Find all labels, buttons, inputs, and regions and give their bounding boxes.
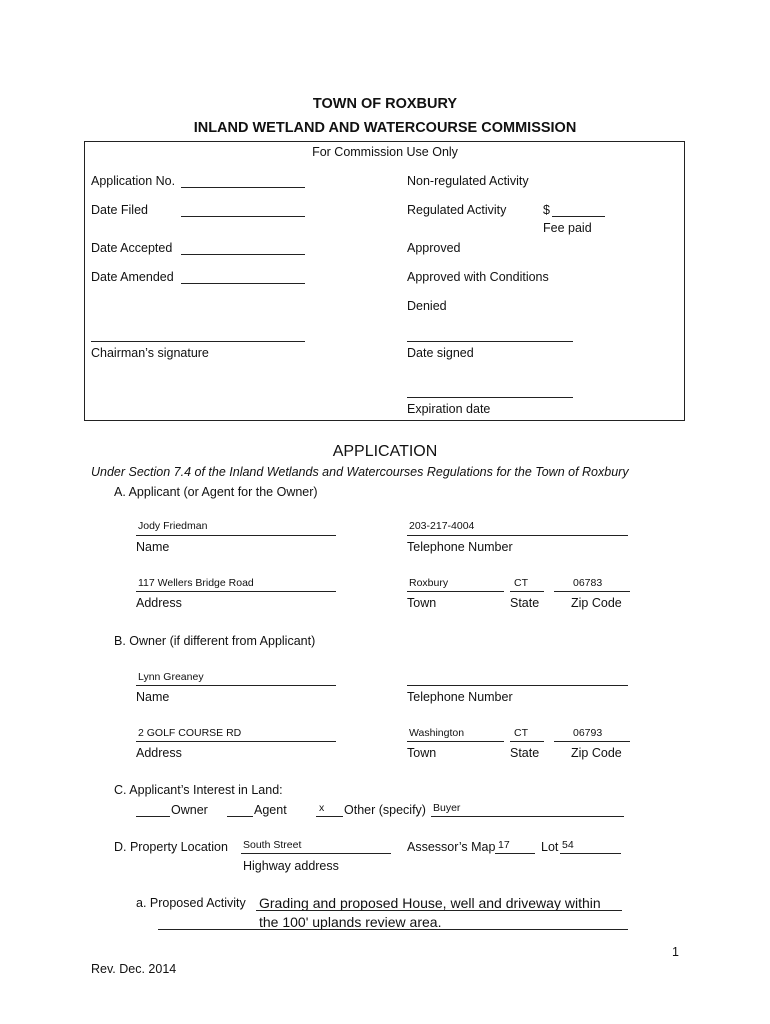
section-a-heading: A. Applicant (or Agent for the Owner) <box>114 485 318 499</box>
application-subtitle: Under Section 7.4 of the Inland Wetlands and Watercourses Regulations for the Town of Roxbury <box>91 465 629 479</box>
dollar-sign: $ <box>543 203 550 217</box>
application-no-line[interactable] <box>181 187 305 188</box>
applicant-telephone-label: Telephone Number <box>407 540 513 554</box>
commission-use-heading: For Commission Use Only <box>312 145 458 159</box>
property-street-value: South Street <box>243 839 302 851</box>
non-regulated-label: Non-regulated Activity <box>407 174 529 188</box>
applicant-zip-field[interactable] <box>554 591 630 592</box>
expiration-date-line[interactable] <box>407 397 573 398</box>
lot-label: Lot <box>541 840 559 854</box>
applicant-address-label: Address <box>136 596 182 610</box>
applicant-town-value: Roxbury <box>409 577 449 589</box>
revision-date: Rev. Dec. 2014 <box>91 962 177 976</box>
highway-address-label: Highway address <box>243 859 339 873</box>
other-interest-field[interactable] <box>316 816 343 817</box>
owner-name-label: Name <box>136 690 170 704</box>
approved-label: Approved <box>407 241 461 255</box>
applicant-telephone-value: 203-217-4004 <box>409 520 475 532</box>
owner-zip-value: 06793 <box>573 727 603 739</box>
date-signed-line[interactable] <box>407 341 573 342</box>
expiration-date-label: Expiration date <box>407 402 491 416</box>
other-specify-field[interactable] <box>431 816 624 817</box>
applicant-address-field[interactable] <box>136 591 336 592</box>
agent-interest-field[interactable] <box>227 816 253 817</box>
owner-name-value: Lynn Greaney <box>138 671 204 683</box>
section-d-heading: D. Property Location <box>114 840 228 854</box>
applicant-town-field[interactable] <box>407 591 504 592</box>
proposed-activity-label: a. Proposed Activity <box>136 896 246 910</box>
date-filed-label: Date Filed <box>91 203 148 217</box>
commission-title: INLAND WETLAND AND WATERCOURSE COMMISSION <box>193 120 577 136</box>
lot-field[interactable] <box>560 853 621 854</box>
applicant-state-field[interactable] <box>510 591 544 592</box>
approved-conditions-label: Approved with Conditions <box>407 270 549 284</box>
other-interest-label: Other (specify) <box>344 803 426 817</box>
applicant-address-value: 117 Wellers Bridge Road <box>138 577 254 589</box>
applicant-zip-value: 06783 <box>573 577 603 589</box>
date-accepted-line[interactable] <box>181 254 305 255</box>
date-filed-line[interactable] <box>181 216 305 217</box>
owner-telephone-label: Telephone Number <box>407 690 513 704</box>
owner-interest-label: Owner <box>171 803 208 817</box>
fee-paid-label: Fee paid <box>543 221 592 235</box>
owner-address-field[interactable] <box>136 741 336 742</box>
owner-zip-label: Zip Code <box>571 746 622 760</box>
page-number: 1 <box>672 945 679 959</box>
section-b-heading: B. Owner (if different from Applicant) <box>114 634 316 648</box>
chairman-signature-line[interactable] <box>91 341 305 342</box>
property-street-field[interactable] <box>241 853 391 854</box>
owner-town-value: Washington <box>409 727 465 739</box>
assessors-map-label: Assessor’s Map <box>407 840 496 854</box>
date-amended-line[interactable] <box>181 283 305 284</box>
applicant-state-label: State <box>510 596 540 610</box>
lot-value: 54 <box>562 839 574 851</box>
other-interest-mark: x <box>319 802 325 814</box>
date-signed-label: Date signed <box>407 346 474 360</box>
applicant-zip-label: Zip Code <box>571 596 622 610</box>
applicant-name-value: Jody Friedman <box>138 520 208 532</box>
proposed-activity-field-1[interactable] <box>256 910 622 911</box>
applicant-town-label: Town <box>407 596 437 610</box>
owner-address-label: Address <box>136 746 182 760</box>
regulated-label: Regulated Activity <box>407 203 507 217</box>
date-accepted-label: Date Accepted <box>91 241 173 255</box>
section-c-heading: C. Applicant’s Interest in Land: <box>114 783 283 797</box>
applicant-telephone-field[interactable] <box>407 535 628 536</box>
proposed-activity-line2: the 100' uplands review area. <box>259 914 442 930</box>
applicant-name-label: Name <box>136 540 170 554</box>
owner-telephone-field[interactable] <box>407 685 628 686</box>
owner-state-label: State <box>510 746 540 760</box>
owner-town-label: Town <box>407 746 437 760</box>
application-title: APPLICATION <box>332 443 438 460</box>
fee-line[interactable] <box>552 216 605 217</box>
date-amended-label: Date Amended <box>91 270 174 284</box>
owner-state-value: CT <box>514 727 528 739</box>
proposed-activity-line1: Grading and proposed House, well and driveway within <box>259 895 601 911</box>
owner-name-field[interactable] <box>136 685 336 686</box>
owner-state-field[interactable] <box>510 741 544 742</box>
owner-zip-field[interactable] <box>554 741 630 742</box>
denied-label: Denied <box>407 299 447 313</box>
application-no-label: Application No. <box>91 174 176 188</box>
applicant-state-value: CT <box>514 577 528 589</box>
chairman-signature-label: Chairman’s signature <box>91 346 209 360</box>
assessors-map-field[interactable] <box>495 853 535 854</box>
proposed-activity-field-2[interactable] <box>158 929 628 930</box>
owner-address-value: 2 GOLF COURSE RD <box>138 727 242 739</box>
owner-interest-field[interactable] <box>136 816 170 817</box>
assessors-map-value: 17 <box>498 839 510 851</box>
town-title: TOWN OF ROXBURY <box>312 96 458 112</box>
owner-town-field[interactable] <box>407 741 504 742</box>
agent-interest-label: Agent <box>254 803 287 817</box>
other-specify-value: Buyer <box>433 802 461 814</box>
applicant-name-field[interactable] <box>136 535 336 536</box>
